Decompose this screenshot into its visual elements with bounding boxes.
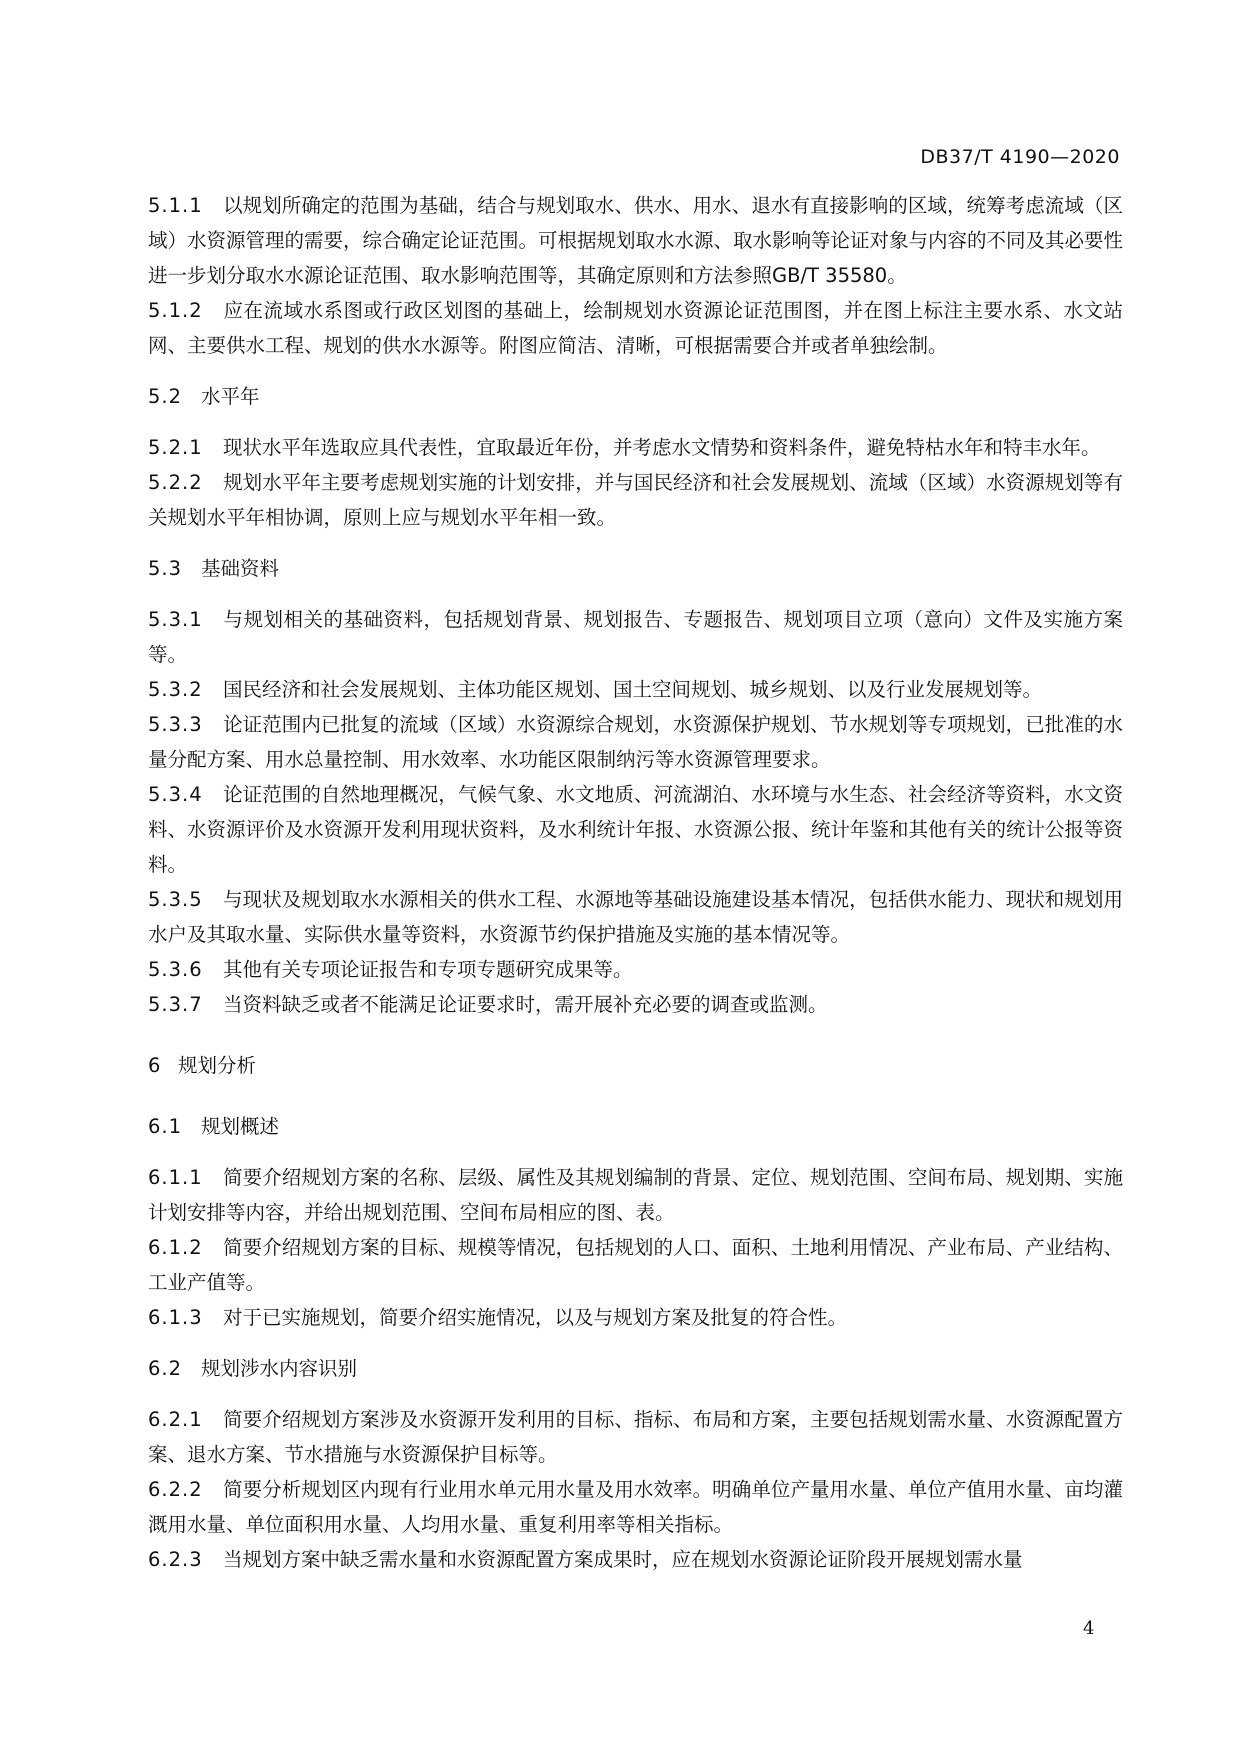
section-heading-6-2 [148, 1351, 1123, 1386]
clause-text: 以规划所确定的范围为基础，结合与规划取水、供水、用水、退水有直接影响的区域，统筹考虑流域（区域）水资源管理的需要，综合确定论证范围。可根据规划取水水源、取水影响等论证对象与内容的不同及其必要性进一步划分取水水源论证范围、取水影响范围等，其确定原则和方法参照GB/T 35580。 [148, 194, 1124, 287]
section-number: 6.2 [148, 1357, 183, 1380]
clause-text: 现状水平年选取应具代表性，宜取最近年份，并考虑水文情势和资料条件，避免特枯水年和特丰水年。 [223, 436, 1101, 459]
clause-text: 规划水平年主要考虑规划实施的计划安排，并与国民经济和社会发展规划、流域（区域）水资源规划等有关规划水平年相协调，原则上应与规划水平年相一致。 [148, 471, 1123, 529]
clause-number: 5.3.5 [148, 888, 203, 911]
chapter-number: 6 [148, 1054, 162, 1077]
clause-5-3-7 [148, 987, 1123, 1022]
clause-number: 5.3.3 [148, 713, 203, 736]
clause-text: 国民经济和社会发展规划、主体功能区规划、国土空间规划、城乡规划、以及行业发展规划等。 [223, 678, 1043, 701]
clause-5-3-4 [148, 777, 1123, 882]
clause-5-2-1 [148, 430, 1123, 465]
clause-number: 5.1.2 [148, 299, 203, 322]
clause-5-3-3 [148, 707, 1123, 777]
section-heading-5-3 [148, 551, 1123, 586]
clause-text: 当规划方案中缺乏需水量和水资源配置方案成果时，应在规划水资源论证阶段开展规划需水量 [223, 1548, 1023, 1571]
clause-text: 论证范围的自然地理概况，气候气象、水文地质、河流湖泊、水环境与水生态、社会经济等资料，水文资料、水资源评价及水资源开发利用现状资料，及水利统计年报、水资源公报、统计年鉴和其他有关的统计公报等资料。 [148, 783, 1124, 876]
clause-6-2-1 [148, 1402, 1123, 1472]
clause-text: 与现状及规划取水水源相关的供水工程、水源地等基础设施建设基本情况，包括供水能力、现状和规划用水户及其取水量、实际供水量等资料，水资源节约保护措施及实施的基本情况等。 [148, 888, 1123, 946]
clause-text: 对于已实施规划，简要介绍实施情况，以及与规划方案及批复的符合性。 [223, 1306, 848, 1329]
section-title: 水平年 [201, 385, 260, 408]
clause-text: 当资料缺乏或者不能满足论证要求时，需开展补充必要的调查或监测。 [223, 993, 828, 1016]
section-title: 基础资料 [201, 557, 280, 580]
clause-number: 6.1.3 [148, 1306, 203, 1329]
clause-number: 5.1.1 [148, 194, 203, 217]
clause-text: 简要介绍规划方案的名称、层级、属性及其规划编制的背景、定位、规划范围、空间布局、规划期、实施计划安排等内容，并给出规划范围、空间布局相应的图、表。 [148, 1166, 1123, 1224]
clause-text: 其他有关专项论证报告和专项专题研究成果等。 [223, 958, 633, 981]
clause-number: 6.2.2 [148, 1478, 203, 1501]
clause-5-3-6 [148, 952, 1123, 987]
clause-5-3-1 [148, 602, 1123, 672]
clause-number: 5.3.7 [148, 993, 203, 1016]
clause-5-2-2 [148, 465, 1123, 535]
clause-5-1-1 [148, 188, 1123, 293]
document-code-header: DB37/T 4190—2020 [920, 146, 1120, 168]
clause-number: 5.3.4 [148, 783, 203, 806]
clause-number: 6.1.1 [148, 1166, 203, 1189]
clause-text: 应在流域水系图或行政区划图的基础上，绘制规划水资源论证范围图，并在图上标注主要水系、水文站网、主要供水工程、规划的供水水源等。附图应简洁、清晰，可根据需要合并或者单独绘制。 [148, 299, 1123, 357]
clause-6-1-2 [148, 1230, 1123, 1300]
clause-number: 6.2.1 [148, 1408, 203, 1431]
section-title: 规划涉水内容识别 [201, 1357, 358, 1380]
clause-number: 5.2.2 [148, 471, 203, 494]
chapter-title: 规划分析 [178, 1054, 257, 1077]
clause-6-1-3 [148, 1300, 1123, 1335]
clause-number: 5.3.6 [148, 958, 203, 981]
clause-number: 5.3.1 [148, 608, 203, 631]
clause-number: 5.3.2 [148, 678, 203, 701]
clause-5-1-2 [148, 293, 1123, 363]
clause-5-3-2 [148, 672, 1123, 707]
clause-text: 简要分析规划区内现有行业用水单元用水量及用水效率。明确单位产量用水量、单位产值用水量、亩均灌溉用水量、单位面积用水量、人均用水量、重复利用率等相关指标。 [148, 1478, 1123, 1536]
section-number: 6.1 [148, 1115, 183, 1138]
chapter-heading-6 [148, 1048, 1123, 1083]
clause-text: 论证范围内已批复的流域（区域）水资源综合规划，水资源保护规划、节水规划等专项规划，已批准的水量分配方案、用水总量控制、用水效率、水功能区限制纳污等水资源管理要求。 [148, 713, 1123, 771]
clause-6-2-3 [148, 1542, 1123, 1577]
clause-5-3-5 [148, 882, 1123, 952]
clause-number: 6.2.3 [148, 1548, 203, 1571]
clause-text: 与规划相关的基础资料，包括规划背景、规划报告、专题报告、规划项目立项（意向）文件及实施方案等。 [148, 608, 1123, 666]
section-number: 5.2 [148, 385, 183, 408]
clause-text: 简要介绍规划方案的目标、规模等情况，包括规划的人口、面积、土地利用情况、产业布局、产业结构、工业产值等。 [148, 1236, 1123, 1294]
section-heading-5-2 [148, 379, 1123, 414]
page-number: 4 [1083, 1618, 1095, 1639]
clause-6-1-1 [148, 1160, 1123, 1230]
clause-6-2-2 [148, 1472, 1123, 1542]
section-title: 规划概述 [201, 1115, 280, 1138]
clause-number: 5.2.1 [148, 436, 203, 459]
section-heading-6-1 [148, 1109, 1123, 1144]
clause-number: 6.1.2 [148, 1236, 203, 1259]
clause-text: 简要介绍规划方案涉及水资源开发利用的目标、指标、布局和方案，主要包括规划需水量、水资源配置方案、退水方案、节水措施与水资源保护目标等。 [148, 1408, 1123, 1466]
section-number: 5.3 [148, 557, 183, 580]
document-body [148, 188, 1123, 1577]
